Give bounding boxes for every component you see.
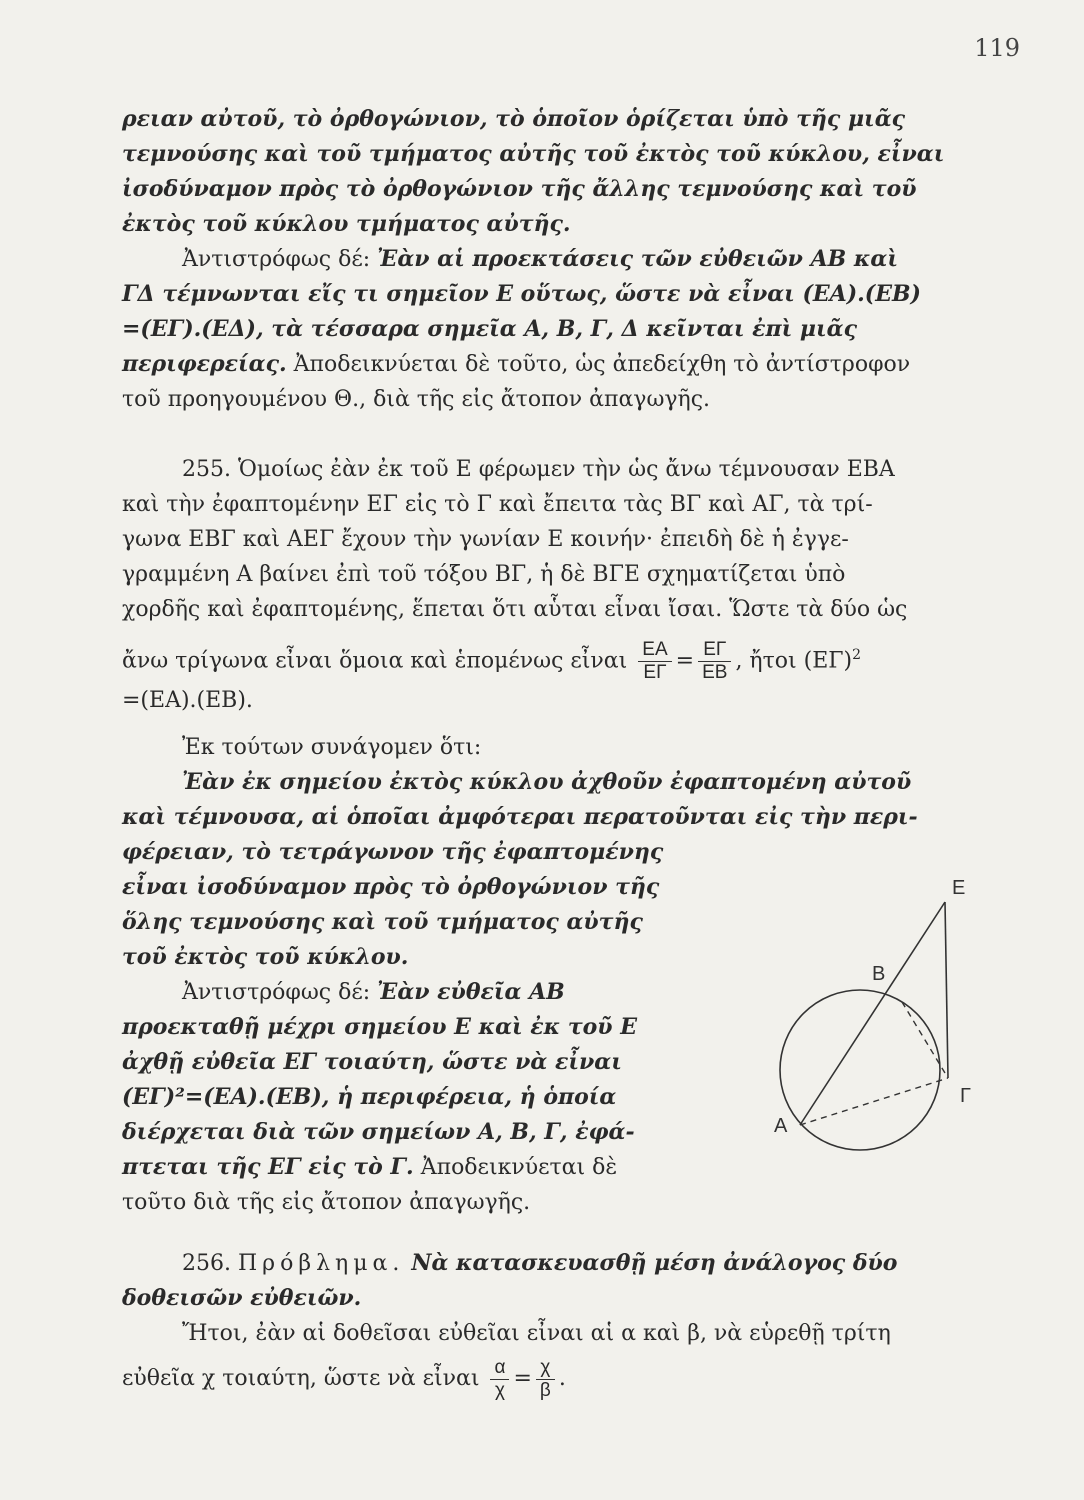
text-line: τεμνούσης καὶ τοῦ τμήματος αὐτῆς τοῦ ἐκτὸς τοῦ κύκλου, εἶναι (122, 141, 945, 167)
secant-line-ae (800, 902, 945, 1125)
text-line: Ἀντιστρόφως δέ: Ἐὰν αἱ προεκτάσεις τῶν εὐθειῶν ΑΒ καὶ (182, 246, 898, 272)
fraction-a-x: $\frac{\alpha}{\chi}$ (490, 1357, 509, 1402)
text-line: Ἐὰν ἐκ σημείου ἐκτὸς κύκλου ἀχθοῦν ἐφαπτομένη αὐτοῦ (182, 769, 912, 795)
circle (780, 990, 940, 1150)
text-line: (ΕΓ)²=(ΕΑ).(ΕΒ), ἡ περιφέρεια, ἡ ὁποία (122, 1084, 617, 1110)
text-line: καὶ τὴν ἐφαπτομένην ΕΓ εἰς τὸ Γ καὶ ἔπειτα τὰς ΒΓ καὶ ΑΓ, τὰ τρί- (122, 492, 873, 517)
text-line: τοῦ ἐκτὸς τοῦ κύκλου. (122, 944, 409, 970)
page-number: 119 (974, 34, 1020, 62)
text-line: =(ΕΑ).(ΕΒ). (122, 688, 253, 713)
text-line: ἰσοδύναμον πρὸς τὸ ὀρθογώνιον τῆς ἄλλης τεμνούσης καὶ τοῦ (122, 176, 917, 202)
text-line: ρειαν αὐτοῦ, τὸ ὀρθογώνιον, τὸ ὁποῖον ὁρίζεται ὑπὸ τῆς μιᾶς (122, 106, 906, 132)
text-line: ἀχθῇ εὐθεῖα ΕΓ τοιαύτη, ὥστε νὰ εἶναι (122, 1049, 622, 1075)
paragraph-theorem-end (122, 102, 998, 242)
text-line-with-fraction: εὐθεῖα χ τοιαύτη, ὥστε νὰ εἶναι $\frac{\alpha}{\chi}$ = $\frac{\chi}{\beta}$ . (122, 1356, 566, 1401)
text-line: γωνα ΕΒΓ καὶ ΑΕΓ ἔχουν τὴν γωνίαν Ε κοινήν· ἐπειδὴ δὲ ἡ ἐγγε- (122, 527, 849, 552)
fraction-eg-eb: $\frac{E\Gamma}{EB}$ (698, 639, 731, 684)
text-line: Ἀντιστρόφως δέ: Ἐὰν εὐθεῖα ΑΒ (182, 979, 565, 1005)
paragraph-255 (122, 452, 998, 718)
tangent-line-eg (945, 902, 948, 1078)
paragraph-converse (122, 242, 998, 417)
text-line: φέρειαν, τὸ τετράγωνον τῆς ἐφαπτομένης (122, 839, 664, 865)
geometry-figure (760, 870, 1020, 1200)
text-line-with-fraction: ἄνω τρίγωνα εἶναι ὅμοια καὶ ἑπομένως εἶναι $\frac{EA}{E\Gamma}$ = $\frac{E\Gamma}{EB}$ , ἤτοι $(E\Gamma)^2$ (122, 638, 862, 683)
fraction-x-b: $\frac{\chi}{\beta}$ (536, 1357, 555, 1402)
text-line: χορδῆς καὶ ἐφαπτομένης, ἕπεται ὅτι αὗται εἶναι ἴσαι. Ὥστε τὰ δύο ὡς (122, 597, 908, 622)
chord-bg-dashed (902, 1002, 948, 1078)
text-line: πτεται τῆς ΕΓ εἰς τὸ Γ. Ἀποδεικνύεται δὲ (122, 1154, 618, 1180)
text-line: Ἤτοι, ἐὰν αἱ δοθεῖσαι εὐθεῖαι εἶναι αἱ α καὶ β, νὰ εὑρεθῇ τρίτη (182, 1321, 891, 1346)
text-line: καὶ τέμνουσα, αἱ ὁποῖαι ἀμφότεραι περατοῦνται εἰς τὴν περι- (122, 804, 918, 830)
chord-ag-dashed (800, 1078, 948, 1125)
label-g: Γ (960, 1085, 972, 1107)
text-line: ὅλης τεμνούσης καὶ τοῦ τμήματος αὐτῆς (122, 909, 643, 935)
fraction-ea-eg: $\frac{EA}{E\Gamma}$ (638, 639, 671, 684)
paragraph-256 (122, 1246, 998, 1407)
label-b: Β (872, 963, 886, 985)
label-e: Ε (952, 877, 966, 899)
text-line: ἐκτὸς τοῦ κύκλου τμήματος αὐτῆς. (122, 211, 571, 237)
text-line: =(ΕΓ).(ΕΔ), τὰ τέσσαρα σημεῖα Α, Β, Γ, Δ κεῖνται ἐπὶ μιᾶς (122, 316, 857, 342)
text-line: ΓΔ τέμνωνται εἴς τι σημεῖον Ε οὕτως, ὥστε νὰ εἶναι (ΕΑ).(ΕΒ) (122, 281, 921, 307)
paragraph-converse-2 (122, 975, 722, 1220)
text-line: γραμμένη Α βαίνει ἐπὶ τοῦ τόξου ΒΓ, ἡ δὲ ΒΓΕ σχηματίζεται ὑπὸ (122, 562, 846, 587)
text-line: τοῦτο διὰ τῆς εἰς ἄτοπον ἀπαγωγῆς. (122, 1190, 531, 1215)
text-line: 256. Πρόβλημα. Νὰ κατασκευασθῇ μέση ἀνάλογος δύο (182, 1250, 898, 1276)
text-line: 255. Ὁμοίως ἐὰν ἐκ τοῦ Ε φέρωμεν τὴν ὡς ἄνω τέμνουσαν ΕΒΑ (182, 457, 895, 482)
text-line: δοθεισῶν εὐθειῶν. (122, 1285, 362, 1311)
text-line: διέρχεται διὰ τῶν σημείων Α, Β, Γ, ἐφά- (122, 1119, 635, 1145)
text-line: προεκταθῇ μέχρι σημείου Ε καὶ ἐκ τοῦ Ε (122, 1014, 637, 1040)
text-line: περιφερείας. Ἀποδεικνύεται δὲ τοῦτο, ὡς ἀπεδείχθη τὸ ἀντίστροφον (122, 351, 911, 377)
text-line: τοῦ προηγουμένου Θ., διὰ τῆς εἰς ἄτοπον ἀπαγωγῆς. (122, 387, 711, 412)
text-line: εἶναι ἰσοδύναμον πρὸς τὸ ὀρθογώνιον τῆς (122, 874, 660, 900)
label-a: Α (774, 1115, 788, 1137)
text-line: Ἐκ τούτων συνάγομεν ὅτι: (182, 735, 482, 760)
